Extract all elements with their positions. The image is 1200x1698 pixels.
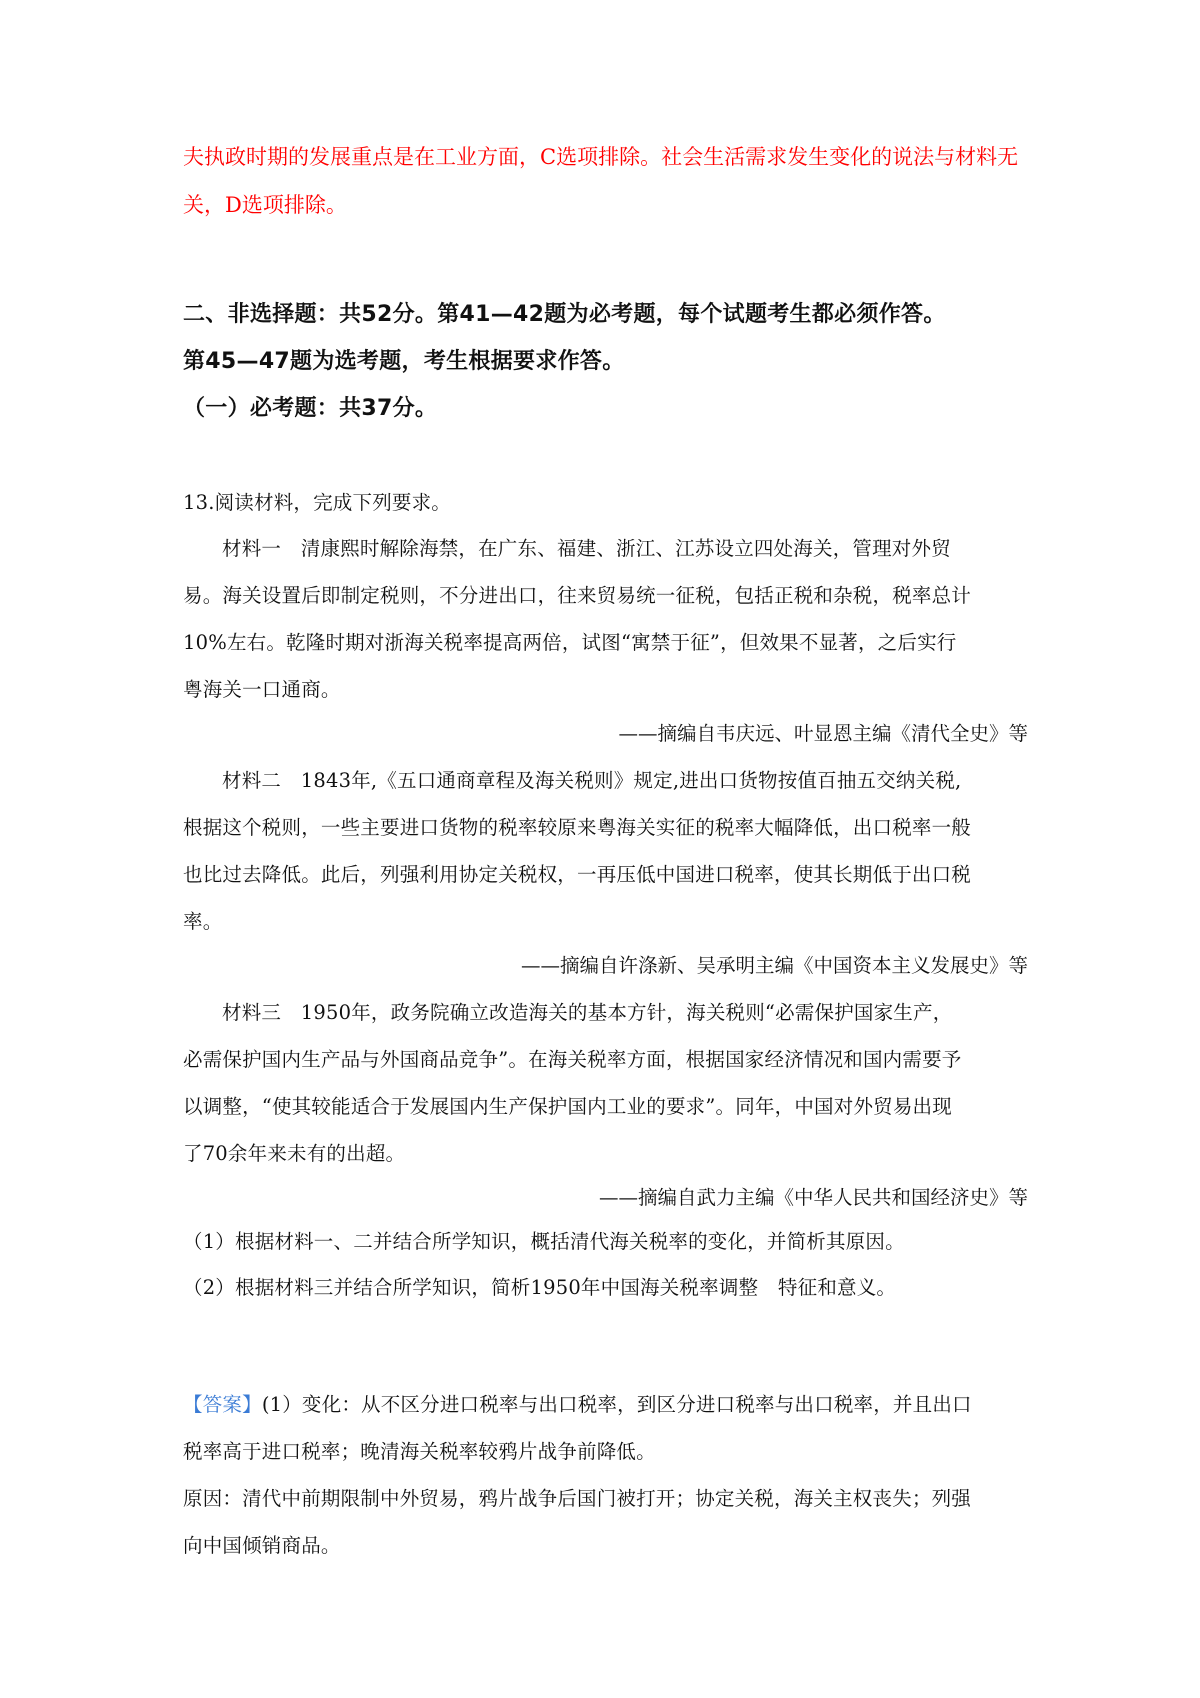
material-line: 材料二 1843年,《五口通商章程及海关税则》规定,进出口货物按值百抽五交纳关税, [222, 769, 962, 792]
material-line: 10%左右。乾隆时期对浙海关税率提高两倍，试图“寓禁于征”，但效果不显著，之后实行 [183, 631, 957, 654]
question-stem [183, 479, 1028, 526]
material-two [183, 757, 1028, 945]
material-line: 以调整，“使其较能适合于发展国内生产保护国内工业的要求”。同年，中国对外贸易出现 [183, 1095, 952, 1118]
section-title: 二、非选择题：共52分。第41—42题为必考题，每个试题考生都必须作答。 [183, 302, 946, 327]
answer-line: 向中国倾销商品。 [183, 1534, 341, 1557]
material-line: 材料三 1950年，政务院确立改造海关的基本方针，海关税则“必需保护国家生产， [222, 1001, 953, 1024]
explanation-line: 关，D选项排除。 [183, 193, 347, 217]
section-instruction: 第45—47题为选考题，考生根据要求作答。 [183, 349, 625, 374]
question-stem-text: 13.阅读材料，完成下列要求。 [183, 491, 452, 514]
answer-tag: 【答案】 [183, 1393, 262, 1416]
material-line: 易。海关设置后即制定税则，不分进出口，往来贸易统一征税，包括正税和杂税，税率总计 [183, 584, 972, 607]
sub-question-2: （2）根据材料三并结合所学知识，简析1950年中国海关税率调整 特征和意义。 [183, 1276, 897, 1299]
material-line: 也比过去降低。此后，列强利用协定关税权，一再压低中国进口税率，使其长期低于出口税 [183, 863, 972, 886]
material-line: 根据这个税则，一些主要进口货物的税率较原来粤海关实征的税率大幅降低，出口税率一般 [183, 816, 972, 839]
sub-question-1: （1）根据材料一、二并结合所学知识，概括清代海关税率的变化，并简析其原因。 [183, 1230, 905, 1253]
material-line: 材料一 清康熙时解除海禁，在广东、福建、浙江、江苏设立四处海关，管理对外贸 [222, 537, 951, 560]
answer-text: (1）变化：从不区分进口税率与出口税率，到区分进口税率与出口税率，并且出口 [261, 1393, 972, 1416]
answer-line [183, 1381, 1028, 1428]
material-line: 了70余年来未有的出超。 [183, 1142, 406, 1165]
previous-answer-explanation [183, 133, 1028, 229]
material-two-source: ——摘编自许涤新、吴承明主编《中国资本主义发展史》等 [520, 954, 1028, 977]
material-one-source: ——摘编自韦庆远、叶显恩主编《清代全史》等 [618, 722, 1028, 745]
material-three [183, 989, 1028, 1177]
subsection-title: （一）必考题：共37分。 [183, 396, 438, 421]
answer-block [183, 1381, 1028, 1569]
material-line: 率。 [183, 910, 223, 933]
material-line: 粤海关一口通商。 [183, 678, 341, 701]
material-one [183, 525, 1028, 713]
material-three-source: ——摘编自武力主编《中华人民共和国经济史》等 [598, 1186, 1028, 1209]
section-header [183, 291, 1028, 432]
answer-line: 原因：清代中前期限制中外贸易，鸦片战争后国门被打开；协定关税，海关主权丧失；列强 [183, 1487, 972, 1510]
answer-line: 税率高于进口税率；晚清海关税率较鸦片战争前降低。 [183, 1440, 656, 1463]
explanation-line: 夫执政时期的发展重点是在工业方面，C选项排除。社会生活需求发生变化的说法与材料无 [183, 145, 1019, 169]
sub-questions [183, 1219, 1028, 1311]
material-line: 必需保护国内生产品与外国商品竞争”。在海关税率方面，根据国家经济情况和国内需要予 [183, 1048, 962, 1071]
